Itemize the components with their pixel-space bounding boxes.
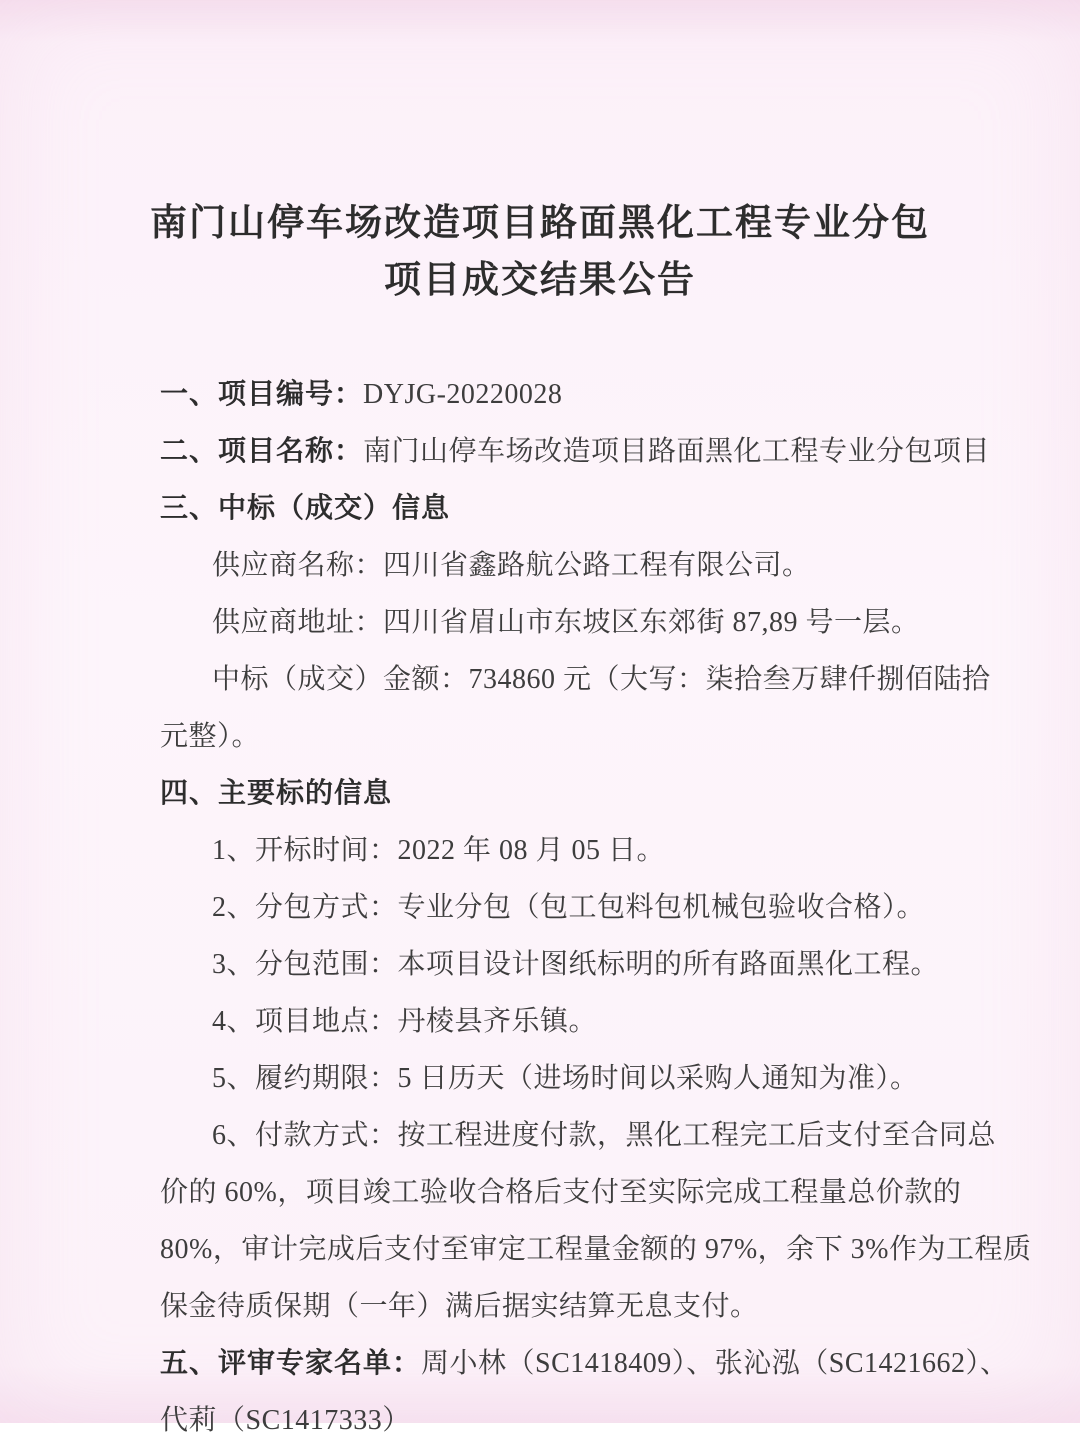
line-label: 五、评审专家名单： — [160, 1347, 422, 1378]
line-text: 供应商名称：四川省鑫路航公路工程有限公司。 — [212, 550, 811, 581]
line-label: 三、中标（成交）信息 — [160, 492, 451, 523]
line-project-name — [160, 423, 991, 480]
line-text: 3、分包范围：本项目设计图纸标明的所有路面黑化工程。 — [212, 949, 940, 980]
line-text: 5、履约期限：5 日历天（进场时间以采购人通知为准）。 — [212, 1063, 919, 1094]
line-payment-method-cont-1 — [160, 1164, 962, 1221]
line-text: 4、项目地点：丹棱县齐乐镇。 — [212, 1006, 598, 1037]
line-text: 80%，审计完成后支付至审定工程量金额的 97%，余下 3%作为工程质 — [160, 1234, 1032, 1265]
line-text: 6、付款方式：按工程进度付款，黑化工程完工后支付至合同总 — [212, 1120, 997, 1151]
line-award-amount — [160, 651, 991, 708]
line-text: 保金待质保期（一年）满后据实结算无息支付。 — [160, 1291, 759, 1322]
line-main-subject-heading — [160, 765, 950, 822]
line-award-info-heading — [160, 480, 950, 537]
line-text: 周小林（SC1418409）、张沁泓（SC1421662）、 — [421, 1348, 1009, 1379]
line-label: 二、项目名称： — [160, 435, 364, 466]
line-text: 1、开标时间：2022 年 08 月 05 日。 — [212, 835, 666, 866]
line-supplier-name — [160, 537, 950, 594]
line-label: 一、项目编号： — [160, 378, 364, 409]
line-text: DYJG-20220028 — [363, 379, 563, 410]
title-line-2: 项目成交结果公告 — [384, 259, 696, 300]
line-payment-method-cont-3 — [160, 1278, 950, 1335]
line-supplier-address — [160, 594, 950, 651]
line-text: 元整）。 — [160, 721, 261, 752]
document-title — [0, 194, 1080, 308]
line-text: 2、分包方式：专业分包（包工包料包机械包验收合格）。 — [212, 892, 926, 923]
line-text: 供应商地址：四川省眉山市东坡区东郊街 87,89 号一层。 — [212, 607, 920, 638]
line-payment-method-cont-2 — [160, 1221, 1032, 1278]
line-performance-period — [160, 1050, 950, 1107]
line-text: 南门山停车场改造项目路面黑化工程专业分包项目 — [363, 436, 991, 467]
line-project-location — [160, 993, 950, 1050]
line-text: 中标（成交）金额：734860 元（大写：柒拾叁万肆仟捌佰陆拾 — [212, 664, 991, 695]
line-text: 价的 60%，项目竣工验收合格后支付至实际完成工程量总价款的 — [160, 1177, 962, 1208]
title-line-1: 南门山停车场改造项目路面黑化工程专业分包 — [150, 202, 930, 243]
line-project-number — [160, 366, 950, 423]
line-subcontract-scope — [160, 936, 950, 993]
line-payment-method — [160, 1107, 997, 1164]
line-award-amount-cont — [160, 708, 950, 765]
line-label: 四、主要标的信息 — [160, 777, 393, 808]
line-expert-list-cont — [160, 1392, 950, 1449]
line-subcontract-method — [160, 879, 950, 936]
document-body — [160, 366, 1032, 1449]
line-text: 代莉（SC1417333） — [160, 1405, 411, 1436]
line-expert-list — [160, 1335, 1009, 1392]
line-bid-opening-time — [160, 822, 950, 879]
